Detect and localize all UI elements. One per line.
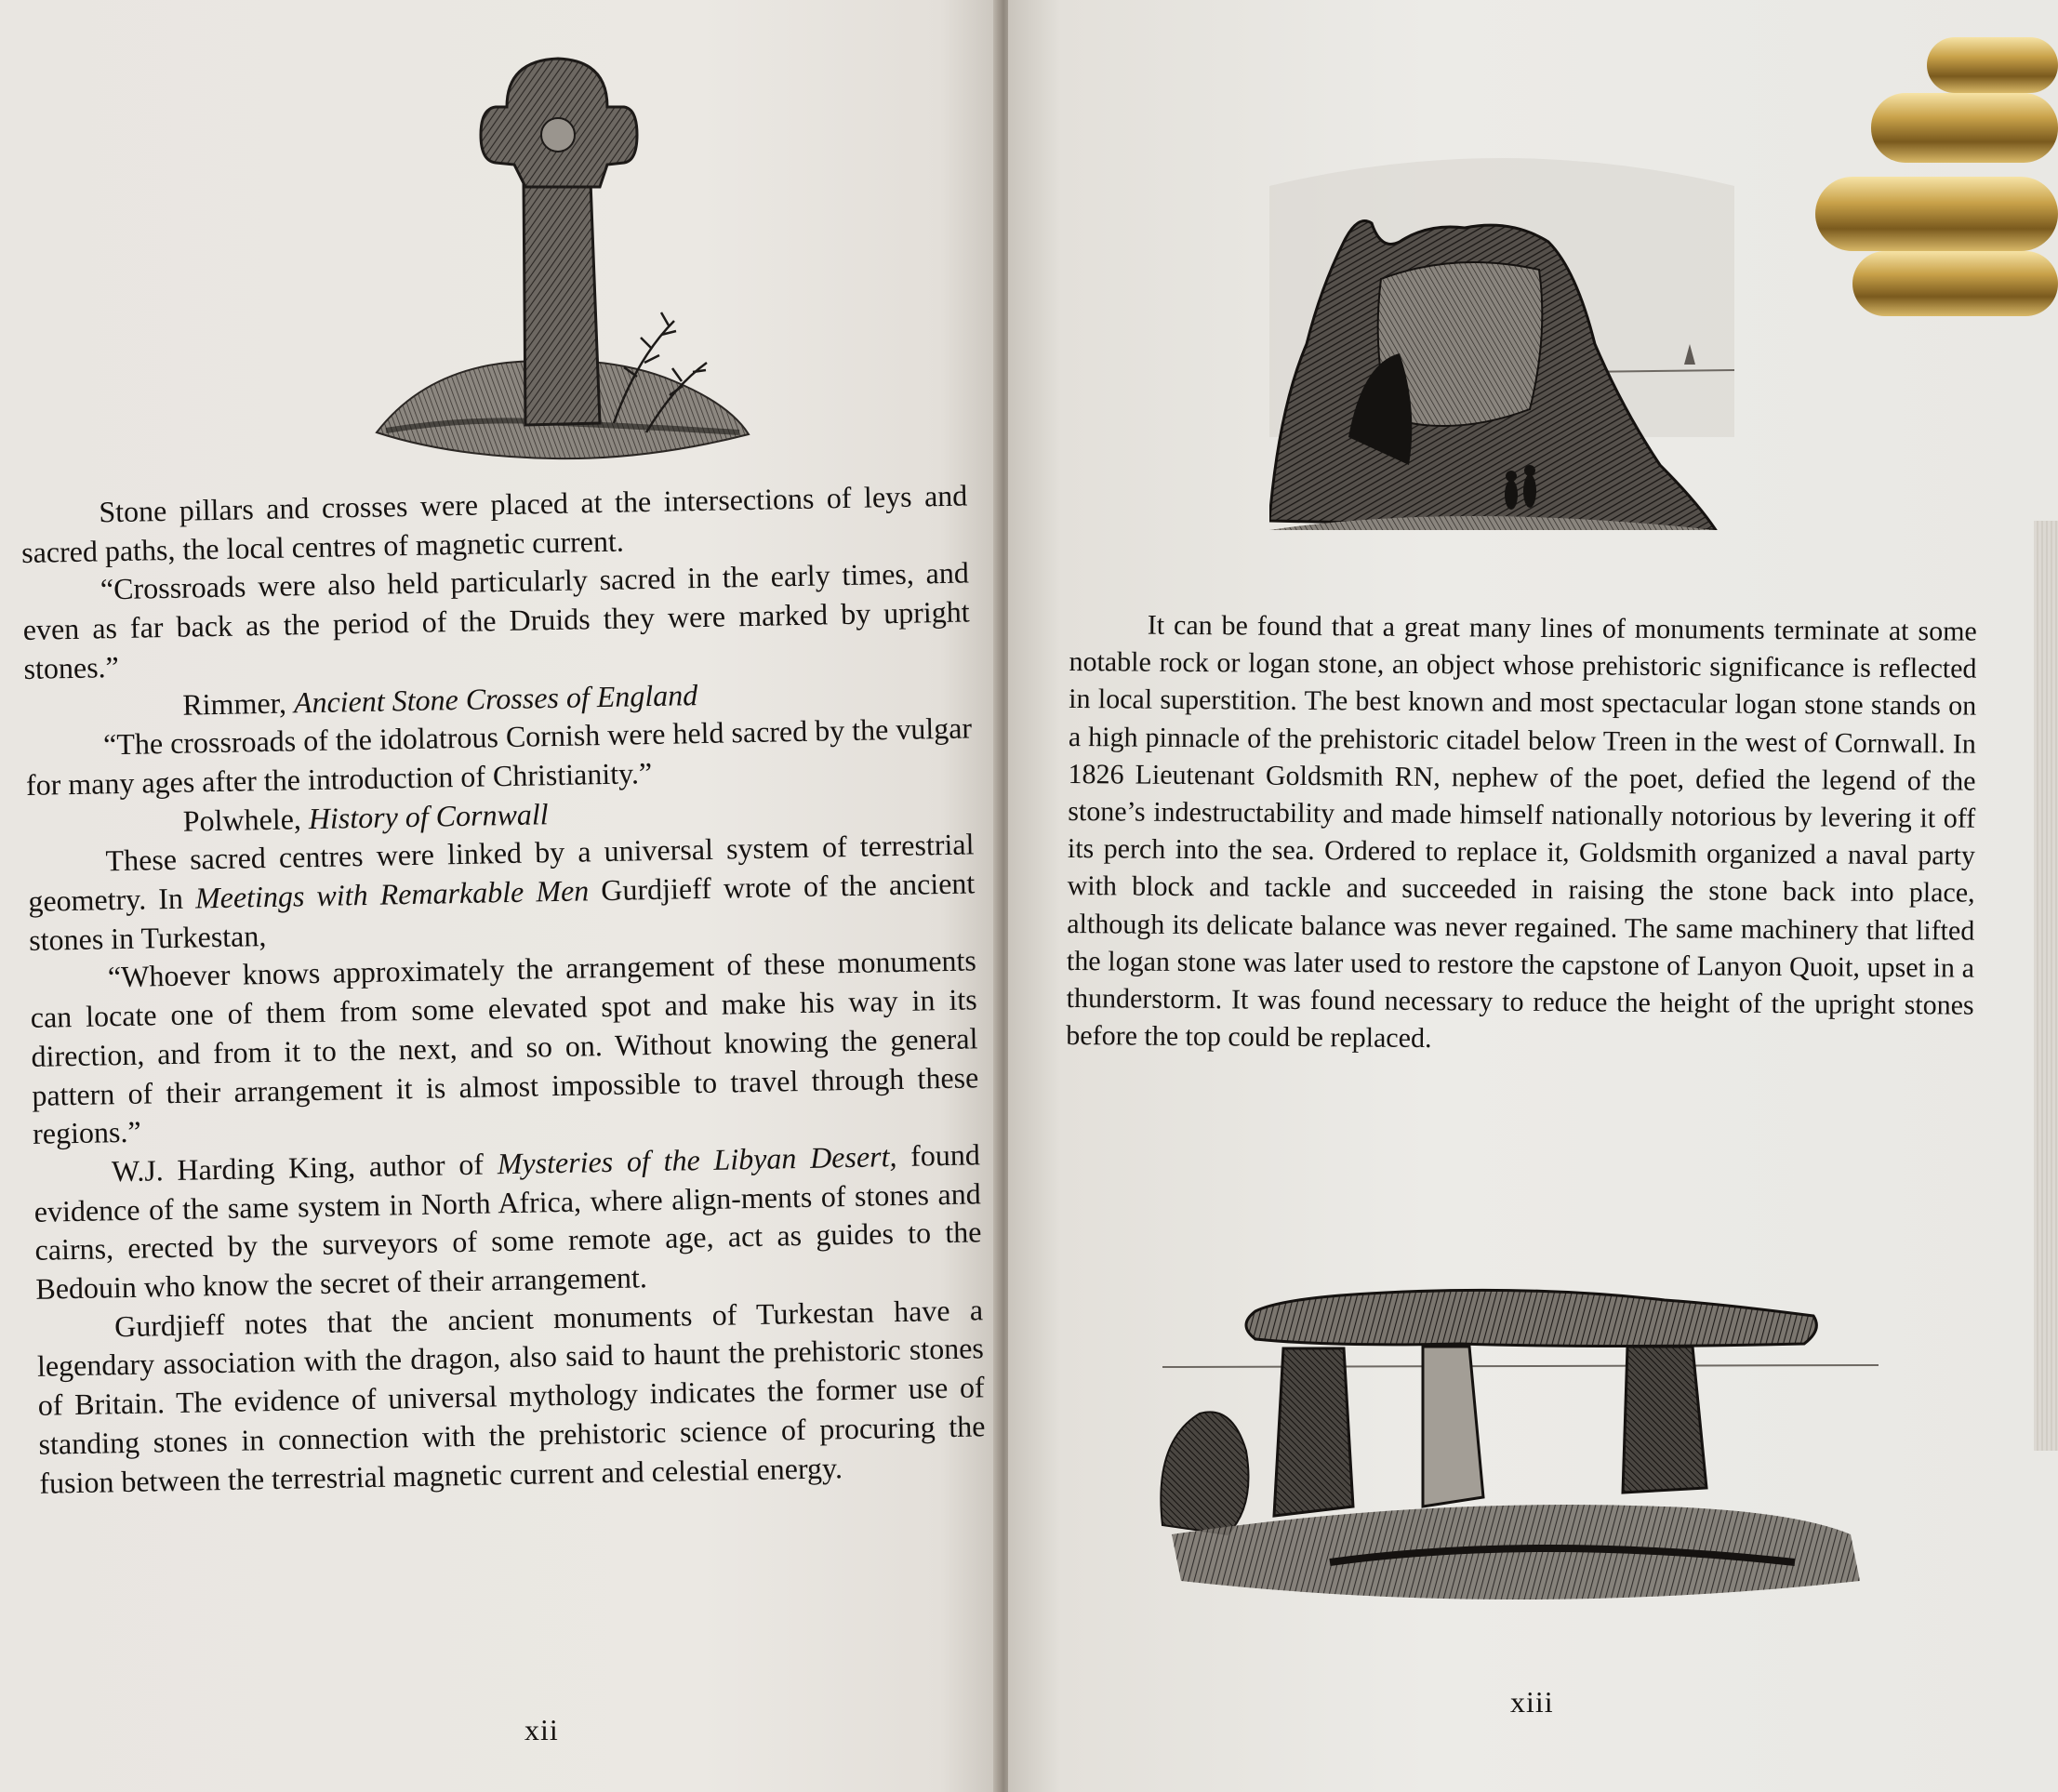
left-page: [0, 0, 1001, 1792]
paragraph-text: found evidence of the same system in North Africa, where align-ments of stones and cairns, erected by the surveyors of some remote age, act as guides to the Bedouin who know the secret of their arrangement.: [33, 1137, 982, 1306]
logan-rock-illustration: [1269, 130, 1734, 530]
paragraph: [33, 1135, 983, 1308]
paragraph-text: W.J. Harding King, author of: [111, 1147, 485, 1188]
left-page-text: [20, 476, 987, 1503]
page-number: xii: [524, 1713, 559, 1746]
page-number: xiii: [1510, 1685, 1554, 1719]
paragraph: It can be found that a great many lines of monuments terminate at some notable rock or logan stone, an object whose prehistoric significance is reflected in local superstition. The best known and most spectacular logan stone stands on a high pinnacle of the prehistoric citadel below Treen in the west of Cornwall. In 1826 Lieutenant Goldsmith RN, nephew of the poet, defied the legend of the stone’s indestructability and made himself nationally notorious by levering it off its perch into the sea. Ordered to replace it, Goldsmith organized a naval party with block and tackle and succeeded in raising the stone back into place, although its delicate balance was never regained. The same machinery that lifted the logan stone was later used to restore the capstone of Lanyon Quoit, upset in a thunderstorm. It was found necessary to reduce the height of the upright stones before the top could be replaced.: [1066, 609, 1977, 1055]
stone-cross-illustration: [367, 51, 758, 479]
attribution-work: Ancient Stone Crosses of England: [293, 677, 698, 719]
book-title: Meetings with Remarkable Men: [194, 873, 590, 915]
brass-book-clip: [1815, 37, 2058, 316]
book-title: Mysteries of the Libyan Desert,: [497, 1138, 897, 1181]
quotation: “Whoever knows approximately the arrangement of these monuments can locate one of them from some elevated spot and make his way in its direction, and from it to the next, and so on. Without knowing the general pattern of their arrangement it is almost impossible to travel through these regions.”: [30, 943, 979, 1151]
paragraph-text: These sacred centres were linked by a universal system of terrestrial geometry. In: [28, 827, 975, 918]
page-edges: [2034, 521, 2058, 1451]
paragraph: [27, 826, 976, 961]
right-page-text: [1066, 606, 1977, 1062]
paragraph: Gurdjieff notes that the ancient monuments of Turkestan have a legendary association with the dragon, also said to haunt the prehistoric stones of Britain. The evidence of universal mythology indicates the former use of standing stones in connection with the prehistoric science of procuring the fusion between the terrestrial magnetic current and celestial energy.: [36, 1293, 986, 1500]
quotation: “Crossroads were also held particularly sacred in the early times, and even as far back as the period of the Druids they were marked by upright stones.”: [22, 555, 970, 685]
paragraph: Stone pillars and crosses were placed at the intersections of leys and sacred paths, the local centres of magnetic current.: [20, 478, 968, 569]
paragraph-text: Gurdjieff wrote of the ancient stones in Turkestan,: [28, 866, 976, 957]
quotation: “The crossroads of the idolatrous Cornish were held sacred by the vulgar for many ages after the introduction of Christianity.”: [25, 710, 973, 802]
attribution-author: Polwhele,: [182, 801, 302, 838]
attribution-work: History of Cornwall: [308, 796, 549, 835]
lanyon-quoit-illustration: [1144, 1228, 1879, 1618]
attribution-author: Rimmer,: [182, 685, 287, 722]
